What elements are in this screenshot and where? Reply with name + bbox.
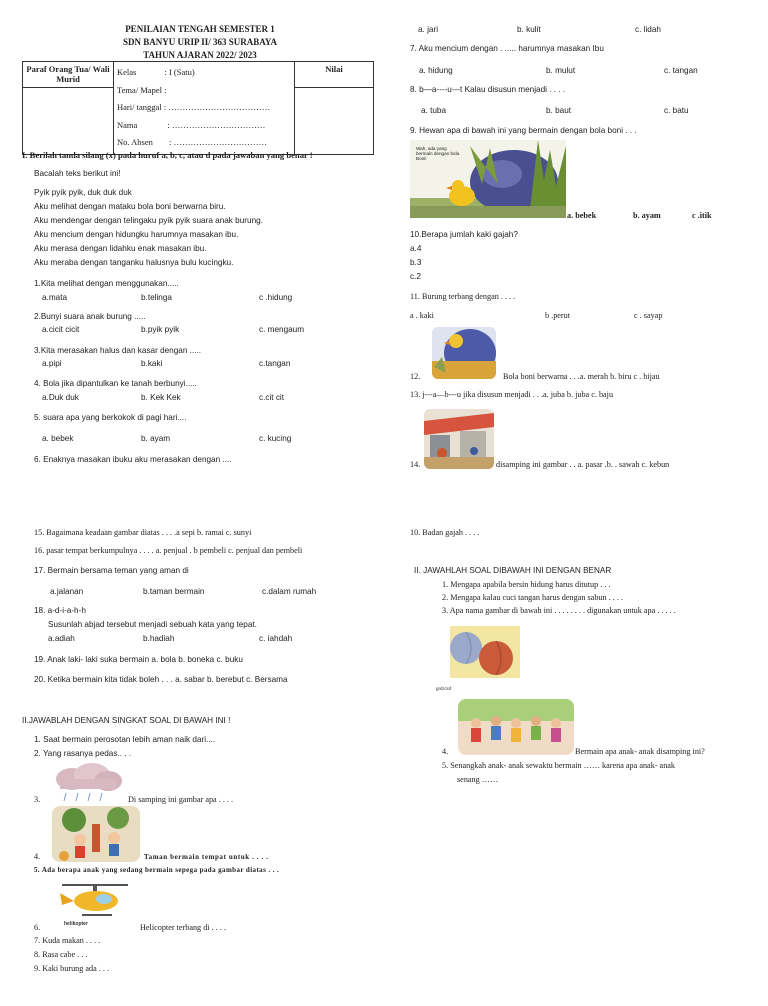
- question-15: 15. Bagaimana keadaan gambar diatas . . . .a sepi b. ramai c. sunyi: [34, 528, 252, 537]
- essay-question-1: 1. Mengapa apabila bersin hidung harus ditutup . . .: [442, 580, 611, 589]
- short-question-9: 9. Kaki burung ada . . .: [34, 964, 110, 973]
- question-10: 10.Berapa jumlah kaki gajah?: [410, 230, 518, 239]
- reading-line: Aku mencium dengan hidungku harumnya masakan ibu.: [34, 230, 239, 239]
- option-c: c . sayap: [634, 311, 663, 320]
- reading-line: Aku melihat dengan mataku bola boni berwarna biru.: [34, 202, 226, 211]
- children-playing-image: [458, 699, 574, 755]
- option-b: b.pyik pyik: [141, 325, 180, 334]
- short-question-8: 8. Rasa cabe . . .: [34, 950, 88, 959]
- question-19: 19. Anak laki- laki suka bermain a. bola b. boneka c. buku: [34, 655, 243, 664]
- helicopter-label: helikopter: [64, 921, 88, 927]
- student-info: [114, 62, 295, 155]
- option-b: b. baut: [546, 106, 572, 115]
- option-a: a. bebek: [567, 211, 597, 220]
- short-question-2: 2. Yang rasanya pedas.. . .: [34, 749, 132, 758]
- right-question-10: 10. Badan gajah . . . .: [410, 528, 480, 537]
- option-a: a.jalanan: [50, 587, 84, 596]
- nama-label: Nama: [117, 119, 138, 130]
- option-a: a. hidung: [419, 66, 453, 75]
- question-11: 11. Burung terbang dengan . . . .: [410, 292, 516, 301]
- tema-label: Tema/ Mapel :: [117, 84, 167, 95]
- short-question-6-text: Helicopter terbang di . . . .: [140, 923, 226, 932]
- image-caption: Wah, ada yang bermain dengan bola Boni!: [416, 146, 460, 162]
- identity-table: [22, 61, 374, 155]
- reading-line: Aku meraba dengan tanganku halusnya bulu kucingku.: [34, 258, 234, 267]
- reading-line: Pyik pyik pyik, duk duk duk: [34, 188, 132, 197]
- question-2: 2.Bunyi suara anak burung .....: [34, 312, 146, 321]
- yarn-label: gnlzclof: [436, 686, 452, 691]
- parent-signature-box: [23, 87, 114, 154]
- option-a: a.mata: [42, 293, 68, 302]
- option-c: c .itik: [692, 211, 712, 220]
- helicopter-image: [58, 877, 132, 931]
- option-a: a.Duk duk: [42, 393, 79, 402]
- question-20: 20. Ketika bermain kita tidak boleh . . . a. sabar b. berebut c. Bersama: [34, 675, 288, 684]
- kelas-label: Kelas: [117, 67, 137, 77]
- option-c: c. kucing: [259, 434, 292, 443]
- option-a: a.pipi: [42, 359, 62, 368]
- parent-signature-label: Paraf Orang Tua/ Wali Murid: [23, 62, 114, 88]
- question-6: 6. Enaknya masakan ibuku aku merasakan dengan ....: [34, 455, 232, 464]
- bird-ball-image: [432, 327, 496, 379]
- option-b: b.kaki: [141, 359, 163, 368]
- essay-question-5-cont: senang ……: [457, 775, 499, 784]
- question-9: 9. Hewan apa di bawah ini yang bermain dengan bola boni . . .: [410, 126, 637, 135]
- section-2-title: II.JAWABLAH DENGAN SINGKAT SOAL DI BAWAH INI !: [22, 716, 231, 725]
- essay-section-title: II. JAWAHLAH SOAL DIBAWAH INI DENGAN BENAR: [414, 566, 612, 575]
- reading-intro: Bacalah teks berikut ini!: [34, 169, 121, 178]
- playground-image: [52, 806, 140, 862]
- option-b: b. Kek Kek: [141, 393, 181, 402]
- question-7: 7. Aku mencium dengan . ..... harumnya masakan Ibu: [410, 44, 604, 53]
- short-question-3: 3.: [34, 795, 41, 804]
- option-b: b. ayam: [633, 211, 661, 220]
- rain-cloud-image: [50, 763, 126, 805]
- option-c: c. batu: [664, 106, 689, 115]
- short-question-4-text: Taman bermain tempat untuk . . . .: [144, 853, 269, 861]
- yarn-image: [436, 618, 526, 694]
- option-c: c. tangan: [664, 66, 698, 75]
- title-line-2: SDN BANYU URIP II/ 363 SURABAYA: [122, 37, 278, 47]
- question-18-instruction: Susunlah abjad tersebut menjadi sebuah kata yang tepat.: [48, 620, 257, 629]
- option-a: a. bebek: [42, 434, 74, 443]
- short-question-6: 6.: [34, 923, 41, 932]
- question-16: 16. pasar tempat berkumpulnya . . . . a. penjual . b pembeli c. penjual dan pembeli: [34, 546, 303, 555]
- option-c: c.tangan: [259, 359, 291, 368]
- essay-question-5: 5. Senangkah anak- anak sewaktu bermain …… karena apa anak- anak: [442, 761, 676, 770]
- option-b: b.telinga: [141, 293, 172, 302]
- reading-line: Aku mendengar dengan telingaku pyik pyik suara anak burung.: [34, 216, 263, 225]
- section-1-title: I. Berilah tanda silang (x) pada huruf a, b, c, atau d pada jawaban yang benar !: [22, 150, 313, 160]
- score-box: [295, 87, 374, 154]
- short-question-3-text: Di samping ini gambar apa . . . .: [128, 795, 234, 804]
- question-4: 4. Bola jika dipantulkan ke tanah berbunyi.....: [34, 379, 197, 388]
- option-a: a.cicit cicit: [42, 325, 80, 334]
- option-b: b. ayam: [141, 434, 171, 443]
- short-question-1: 1. Saat bermain perosotan lebih aman naik dari....: [34, 735, 216, 744]
- option-b: b.hadiah: [143, 634, 175, 643]
- option-c: c.2: [410, 272, 421, 281]
- question-5: 5. suara apa yang berkokok di pagi hari....: [34, 413, 187, 422]
- option-c: c. lidah: [635, 25, 661, 34]
- essay-question-2: 2. Mengapa kalau cuci tangan harus dengan sabun . . . .: [442, 593, 623, 602]
- reading-line: Aku merasa dengan lidahku enak masakan ibu.: [34, 244, 207, 253]
- option-b: b. mulut: [546, 66, 576, 75]
- option-b: b. kulit: [517, 25, 541, 34]
- option-a: a.4: [410, 244, 422, 253]
- nilai-label: Nilai: [295, 62, 374, 88]
- question-14-text: disamping ini gambar . . a. pasar .b. . sawah c. kebun: [496, 460, 670, 469]
- question-8: 8. b—a----u---t Kalau disusun menjadi . . . .: [410, 85, 566, 94]
- option-c: c .hidung: [259, 293, 293, 302]
- option-a: a. jari: [418, 25, 439, 34]
- option-c: c.cit cit: [259, 393, 285, 402]
- kelas-value: : I (Satu): [164, 67, 195, 77]
- question-18: 18. a-d-i-a-h-h: [34, 606, 86, 615]
- essay-question-4-text: Bermain apa anak- anak disamping ini?: [575, 747, 705, 756]
- option-b: b.3: [410, 258, 422, 267]
- title-line-1: PENILAIAN TENGAH SEMESTER 1: [125, 24, 275, 34]
- title-line-3: TAHUN AJARAN 2022/ 2023: [143, 50, 257, 60]
- question-17: 17. Bermain bersama teman yang aman di: [34, 566, 189, 575]
- essay-question-4: 4.: [442, 747, 449, 756]
- option-c: c. mengaum: [259, 325, 305, 334]
- short-question-7: 7. Kuda makan . . . .: [34, 936, 101, 945]
- question-12-text: Bola boni berwarna . . .a. merah b. biru c . hijau: [503, 372, 660, 381]
- short-question-4: 4.: [34, 852, 41, 861]
- question-12: 12.: [410, 372, 421, 381]
- question-1: 1.Kita melihat dengan menggunakan.....: [34, 279, 179, 288]
- hari-label: Hari/ tanggal : ………………………………: [117, 102, 271, 112]
- short-question-5: 5. Ada berapa anak yang sedang bermain sepega pada gambar diatas . . .: [34, 866, 280, 874]
- option-a: a . kaki: [410, 311, 434, 320]
- nama-dots: : ……………………………: [167, 119, 266, 130]
- option-b: b .perut: [545, 311, 571, 320]
- duck-ball-image: [410, 140, 566, 218]
- market-image: [424, 409, 494, 469]
- option-a: a. tuba: [421, 106, 447, 115]
- option-b: b.taman bermain: [143, 587, 205, 596]
- option-a: a.adiah: [48, 634, 75, 643]
- question-14: 14.: [410, 460, 421, 469]
- absen-dots: : ……………………………: [169, 137, 268, 147]
- question-13: 13. j---a—b---u jika disusun menjadi . . .a. juba b. juba c. baju: [410, 390, 614, 399]
- essay-question-3: 3. Apa nama gambar di bawah ini . . . . . . . . digunakan untuk apa . . . . .: [442, 606, 676, 615]
- question-3: 3.Kita merasakan halus dan kasar dengan .....: [34, 346, 202, 355]
- absen-label: No. Absen: [117, 137, 153, 147]
- option-c: c.dalam rumah: [262, 587, 317, 596]
- option-c: c. iahdah: [259, 634, 293, 643]
